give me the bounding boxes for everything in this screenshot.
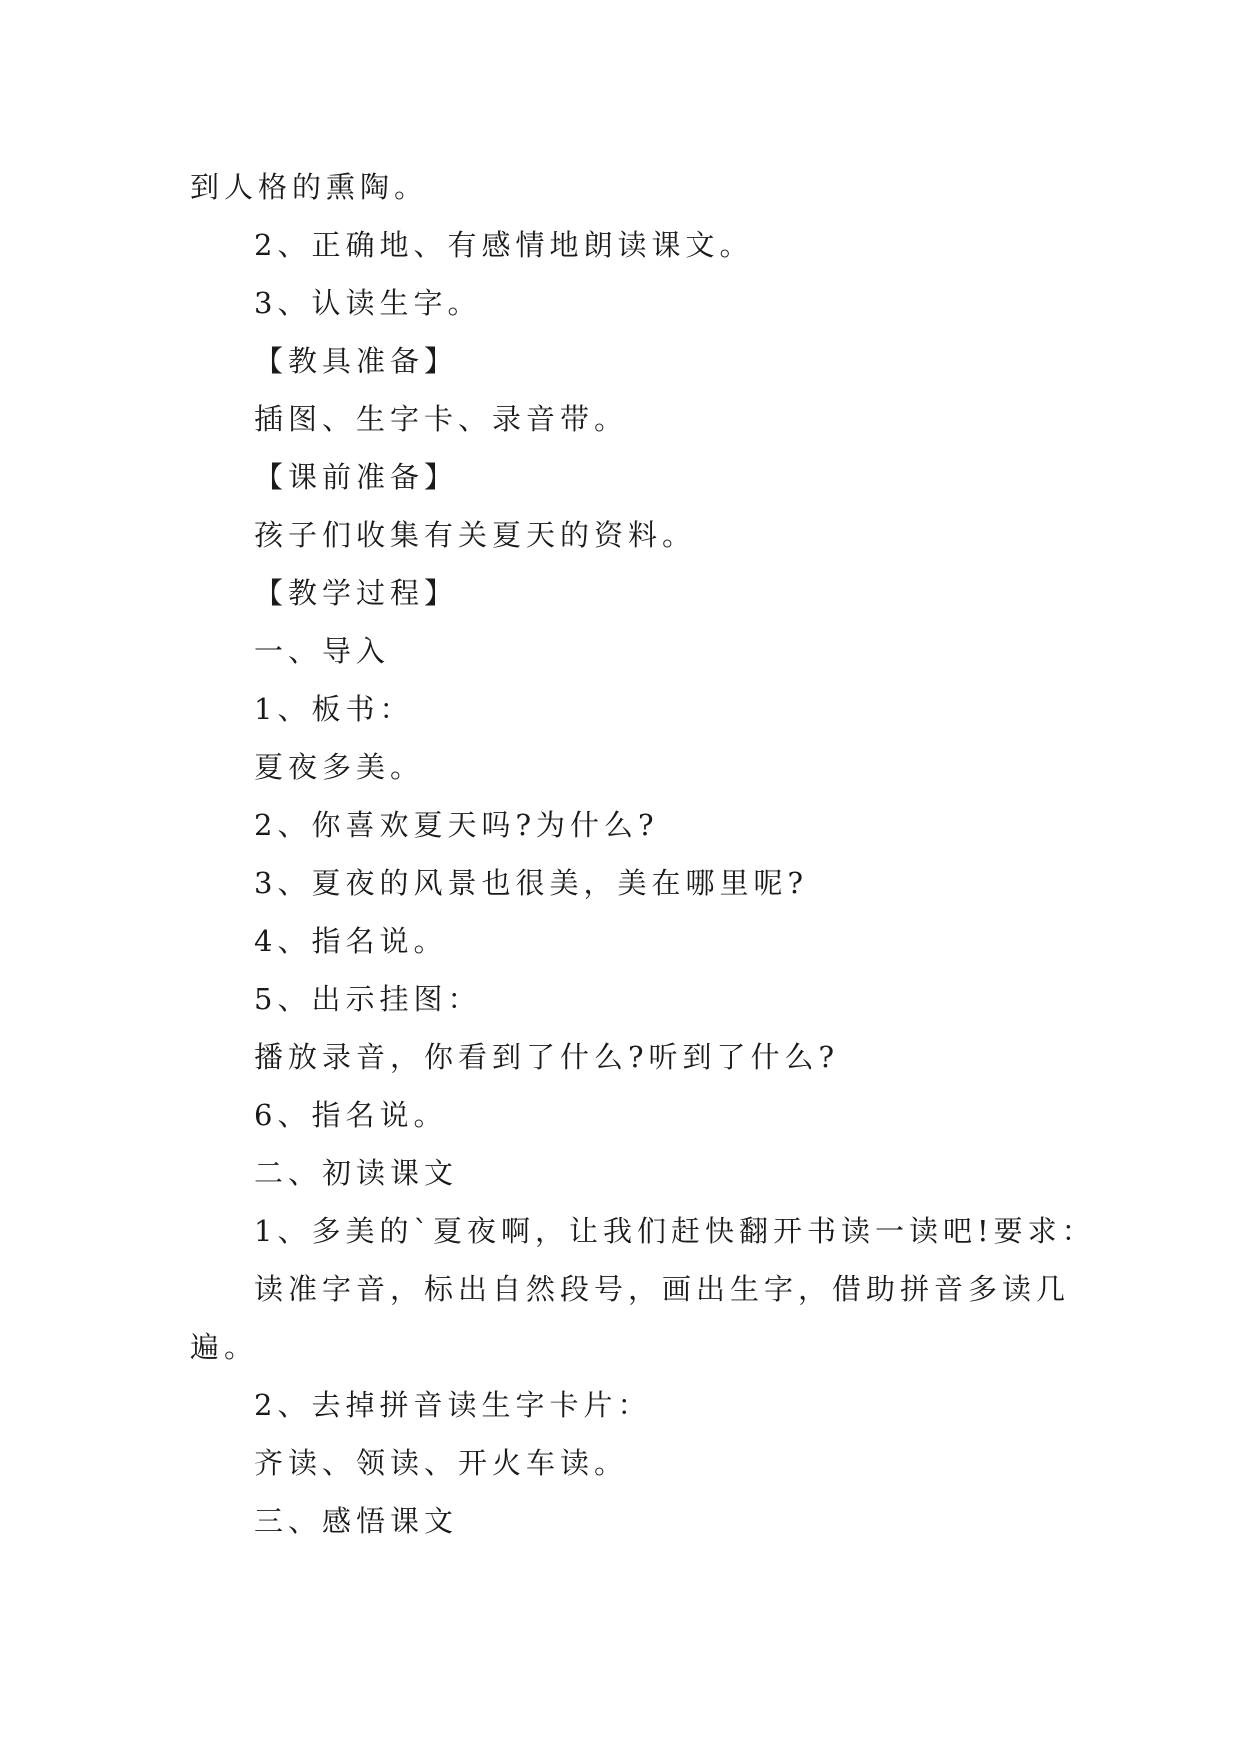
section-heading: 【教具准备】: [254, 344, 459, 378]
text-line: 5、出示挂图：: [254, 982, 482, 1016]
text-line: 夏夜多美。: [254, 750, 425, 784]
text-line: 孩子们收集有关夏天的资料。: [254, 518, 697, 552]
subsection-heading: 一、导入: [254, 634, 391, 668]
text-line: 插图、生字卡、录音带。: [254, 402, 629, 436]
text-line: 遍。: [190, 1330, 259, 1364]
subsection-heading: 三、感悟课文: [254, 1504, 459, 1538]
section-heading: 【课前准备】: [254, 460, 459, 494]
text-line: 4、指名说。: [254, 924, 448, 958]
section-heading: 【教学过程】: [254, 576, 459, 610]
text-line: 2、去掉拼音读生字卡片：: [254, 1388, 652, 1422]
text-line: 2、你喜欢夏天吗?为什么?: [254, 808, 659, 842]
subsection-heading: 二、初读课文: [254, 1156, 459, 1190]
text-line: 3、夏夜的风景也很美，美在哪里呢?: [254, 866, 808, 900]
text-line: 齐读、领读、开火车读。: [254, 1446, 629, 1480]
text-line: 到人格的熏陶。: [190, 170, 429, 204]
document-body: [190, 158, 1096, 1550]
text-line: 6、指名说。: [254, 1098, 448, 1132]
text-line: 2、正确地、有感情地朗读课文。: [254, 228, 754, 262]
text-line: 读准字音，标出自然段号，画出生字，借助拼音多读几: [254, 1272, 1071, 1306]
text-line: 3、认读生字。: [254, 286, 482, 320]
text-line: 1、板书：: [254, 692, 414, 726]
text-line: 1、多美的`夏夜啊，让我们赶快翻开书读一读吧!要求：: [254, 1214, 1096, 1248]
text-line: 播放录音，你看到了什么?听到了什么?: [254, 1040, 840, 1074]
